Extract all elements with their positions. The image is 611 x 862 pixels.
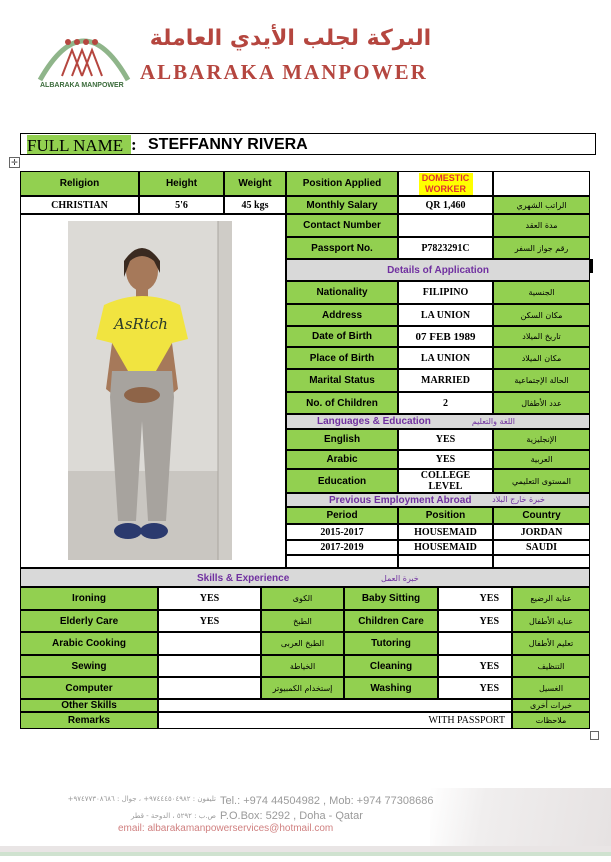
marital-status-label: Marital Status <box>286 369 398 392</box>
full-name-label: FULL NAME <box>27 136 124 155</box>
skill-washing-value: YES <box>438 677 512 699</box>
skill-children-care-arabic: عناية الأطفال <box>512 610 590 632</box>
weight-value: 45 kgs <box>224 196 286 214</box>
marital-status-arabic: الحالة الإجتماعية <box>493 369 590 392</box>
skill-children-care-label: Children Care <box>344 610 438 632</box>
skill-ironing-value: YES <box>158 587 261 610</box>
logo-arabic-text: البركة لجلب الأيدي العاملة <box>149 26 432 51</box>
children-value: 2 <box>398 392 493 414</box>
children-arabic: عدد الأطفال <box>493 392 590 414</box>
employment-row-2-position: HOUSEMAID <box>398 540 493 555</box>
languages-title-arabic: اللغة والتعليم <box>471 417 515 426</box>
languages-section-header <box>286 414 590 429</box>
skill-elderly-care-value: YES <box>158 610 261 632</box>
employment-row-2-country: SAUDI <box>493 540 590 555</box>
shirt-print-icon: AsRtch <box>114 315 168 333</box>
education-label: Education <box>286 469 398 493</box>
employment-header-position: Position <box>398 507 493 524</box>
position-extra-cell <box>493 171 590 196</box>
skill-sewing-value <box>158 655 261 677</box>
employment-row-1-period: 2015-2017 <box>286 524 398 540</box>
skill-tutoring-arabic: تعليم الأطفال <box>512 632 590 655</box>
place-of-birth-label: Place of Birth <box>286 347 398 369</box>
footer-phone-arabic: تليفون : ٩٧٤٤٤٥٠٤٩٨٢+ ، جوال : ٩٧٤٧٧٣٠٨٦٨٦+ <box>67 795 216 803</box>
english-label: English <box>286 429 398 450</box>
english-arabic: الإنجليزية <box>493 429 590 450</box>
passport-arabic: رقم جواز السفر <box>493 237 590 259</box>
place-of-birth-value: LA UNION <box>398 347 493 369</box>
place-of-birth-arabic: مكان الميلاد <box>493 347 590 369</box>
skills-section-header <box>20 568 590 587</box>
position-applied-value: DOMESTIC WORKER <box>419 173 473 195</box>
monthly-salary-value: QR 1,460 <box>398 196 493 214</box>
date-of-birth-value: 07 FEB 1989 <box>398 326 493 347</box>
religion-header: Religion <box>20 171 139 196</box>
children-label: No. of Children <box>286 392 398 414</box>
full-name-colon: : <box>131 135 137 154</box>
other-skills-label: Other Skills <box>20 699 158 712</box>
other-skills-value <box>158 699 512 712</box>
remarks-value: WITH PASSPORT <box>158 712 512 729</box>
logo-small-text: ALBARAKA MANPOWER <box>40 82 124 89</box>
contact-number-value <box>398 214 493 237</box>
skill-sewing-arabic: الخياطة <box>261 655 344 677</box>
nationality-value: FILIPINO <box>398 281 493 304</box>
education-value: COLLEGE LEVEL <box>398 469 493 493</box>
candidate-photo <box>68 221 232 560</box>
table-resize-handle-icon[interactable] <box>590 731 599 740</box>
logo-english-text: ALBARAKA MANPOWER <box>140 60 428 84</box>
height-header: Height <box>139 171 224 196</box>
employment-header-country: Country <box>493 507 590 524</box>
footer-email[interactable]: email: albarakamanpowerservices@hotmail.com <box>118 823 334 834</box>
employment-row-2-period: 2017-2019 <box>286 540 398 555</box>
logo <box>36 12 132 92</box>
table-move-handle-icon[interactable]: ✛ <box>9 157 20 168</box>
arabic-value: YES <box>398 450 493 469</box>
footer-address: P.O.Box: 5292 , Doha - Qatar <box>220 810 363 822</box>
skill-ironing-label: Ironing <box>20 587 158 610</box>
marital-status-value: MARRIED <box>398 369 493 392</box>
footer-stripe-green <box>0 852 611 856</box>
skill-arabic-cooking-value <box>158 632 261 655</box>
employment-title: Previous Employment Abroad <box>329 495 472 506</box>
skills-title: Skills & Experience <box>197 573 290 584</box>
monthly-salary-label: Monthly Salary <box>286 196 398 214</box>
english-value: YES <box>398 429 493 450</box>
skill-cleaning-value: YES <box>438 655 512 677</box>
skill-cleaning-label: Cleaning <box>344 655 438 677</box>
passport-label: Passport No. <box>286 237 398 259</box>
skill-elderly-care-label: Elderly Care <box>20 610 158 632</box>
skill-baby-sitting-value: YES <box>438 587 512 610</box>
skill-tutoring-value <box>438 632 512 655</box>
address-label: Address <box>286 304 398 326</box>
arabic-label: Arabic <box>286 450 398 469</box>
details-section-marker <box>590 259 593 273</box>
education-arabic: المستوى التعليمي <box>493 469 590 493</box>
religion-value: CHRISTIAN <box>20 196 139 214</box>
skill-ironing-arabic: الكوى <box>261 587 344 610</box>
remarks-arabic: ملاحظات <box>512 712 590 729</box>
address-value: LA UNION <box>398 304 493 326</box>
passport-value: P7823291C <box>398 237 493 259</box>
skill-tutoring-label: Tutoring <box>344 632 438 655</box>
nationality-label: Nationality <box>286 281 398 304</box>
footer-band <box>430 788 611 850</box>
skills-title-arabic: خبرة العمل <box>381 574 419 583</box>
address-arabic: مكان السكن <box>493 304 590 326</box>
date-of-birth-arabic: تاريخ الميلاد <box>493 326 590 347</box>
monthly-salary-arabic: الراتب الشهري <box>493 196 590 214</box>
logo-emblem-icon <box>36 12 132 92</box>
arabic-arabic: العربية <box>493 450 590 469</box>
nationality-arabic: الجنسية <box>493 281 590 304</box>
employment-row-1-position: HOUSEMAID <box>398 524 493 540</box>
skill-computer-value <box>158 677 261 699</box>
position-applied-value-cell <box>398 171 493 196</box>
details-section-header: Details of Application <box>286 259 590 281</box>
skill-cleaning-arabic: التنظيف <box>512 655 590 677</box>
skill-sewing-label: Sewing <box>20 655 158 677</box>
employment-row-1-country: JORDAN <box>493 524 590 540</box>
skill-computer-arabic: إستخدام الكمبيوتر <box>261 677 344 699</box>
full-name-value: STEFFANNY RIVERA <box>148 136 308 153</box>
contact-number-arabic: مدة العقد <box>493 214 590 237</box>
contact-number-label: Contact Number <box>286 214 398 237</box>
employment-section-header <box>286 493 590 507</box>
skill-computer-label: Computer <box>20 677 158 699</box>
languages-title: Languages & Education <box>317 416 431 427</box>
employment-row-3-period <box>286 555 398 568</box>
footer-phone: Tel.: +974 44504982 , Mob: +974 77308686 <box>220 795 434 807</box>
remarks-label: Remarks <box>20 712 158 729</box>
employment-header-period: Period <box>286 507 398 524</box>
skill-elderly-care-arabic: الطبخ <box>261 610 344 632</box>
weight-header: Weight <box>224 171 286 196</box>
skill-baby-sitting-arabic: عناية الرضيع <box>512 587 590 610</box>
date-of-birth-label: Date of Birth <box>286 326 398 347</box>
employment-title-arabic: خبرة خارج البلاد <box>492 495 545 504</box>
skill-children-care-value: YES <box>438 610 512 632</box>
position-applied-label: Position Applied <box>286 171 398 196</box>
skill-washing-arabic: الغسيل <box>512 677 590 699</box>
other-skills-arabic: خبرات أخرى <box>512 699 590 712</box>
height-value: 5'6 <box>139 196 224 214</box>
employment-row-3-country <box>493 555 590 568</box>
skill-baby-sitting-label: Baby Sitting <box>344 587 438 610</box>
skill-arabic-cooking-arabic: الطبخ العربى <box>261 632 344 655</box>
skill-arabic-cooking-label: Arabic Cooking <box>20 632 158 655</box>
skill-washing-label: Washing <box>344 677 438 699</box>
employment-row-3-position <box>398 555 493 568</box>
footer-address-arabic: ص.ب : ٥٢٩٢ ، الدوحة - قطر <box>131 812 216 820</box>
